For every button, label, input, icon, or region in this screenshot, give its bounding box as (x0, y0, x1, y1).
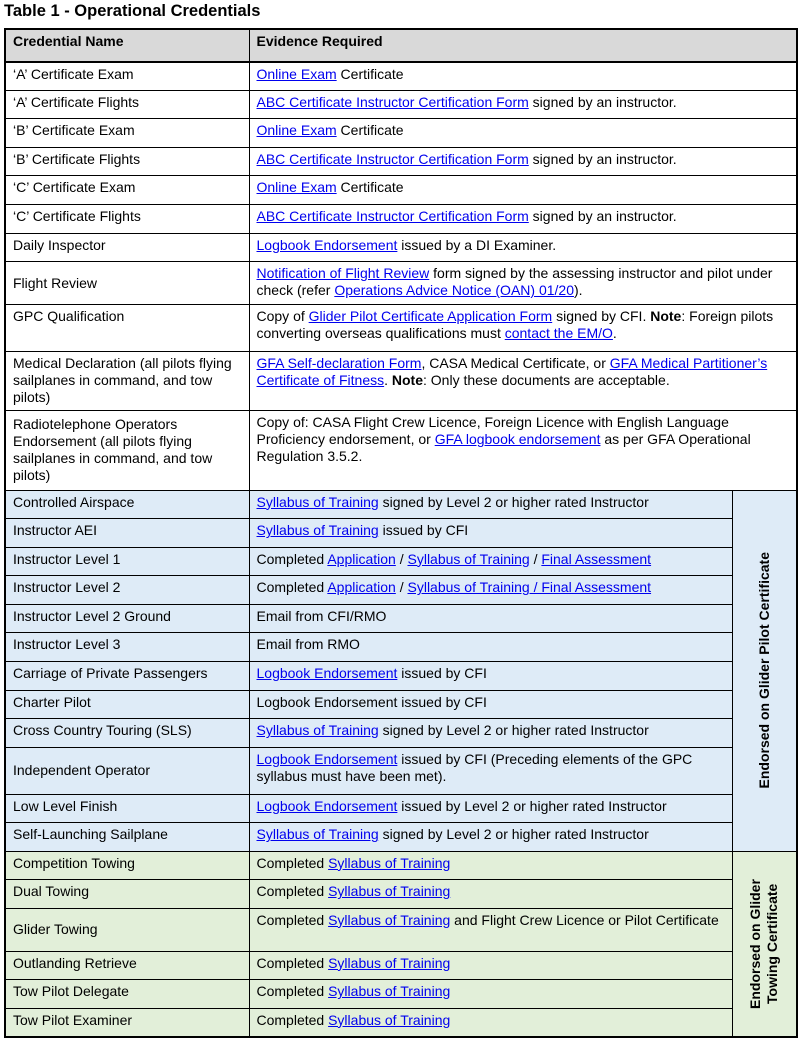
evidence-required-cell (249, 519, 732, 548)
evidence-required-cell (249, 823, 732, 852)
evidence-required-cell (249, 794, 732, 823)
evidence-text: signed by an instructor. (528, 150, 677, 167)
evidence-text: signed by Level 2 or higher rated Instructor (378, 722, 649, 739)
table-row (5, 747, 797, 794)
credential-name-cell: Charter Pilot (5, 690, 249, 719)
link-logbook-endorsement[interactable]: Logbook Endorsement (256, 797, 398, 814)
evidence-required-cell (249, 951, 732, 980)
link-syllabus-of-training[interactable]: Syllabus of Training (328, 854, 451, 871)
credential-name-cell: ‘A’ Certificate Exam (5, 62, 249, 91)
evidence-required-cell (249, 204, 797, 233)
link-logbook-endorsement[interactable]: Logbook Endorsement (256, 236, 398, 253)
table-row (5, 908, 797, 951)
evidence-required-cell (249, 547, 732, 576)
evidence-text: form signed by the assessing instructor and pilot under check (refer (256, 265, 773, 299)
evidence-text: signed by Level 2 or higher rated Instructor (378, 493, 649, 510)
link-syllabus-of-training[interactable]: Syllabus of Training (256, 722, 379, 739)
evidence-text: Email from CFI/RMO (256, 607, 387, 624)
link-gfa-self-declaration-form[interactable]: GFA Self-declaration Form (256, 354, 422, 371)
evidence-required-cell (249, 576, 732, 605)
link-contact-the-em-o[interactable]: contact the EM/O (504, 324, 613, 341)
evidence-required-cell (249, 490, 732, 519)
table-row (5, 980, 797, 1009)
evidence-required-cell (249, 304, 797, 351)
evidence-text: Certificate (336, 179, 404, 196)
table-row (5, 690, 797, 719)
evidence-required-cell (249, 851, 732, 880)
link-final-assessment[interactable]: Final Assessment (541, 550, 652, 567)
table-row (5, 411, 797, 491)
credential-name-cell: Instructor Level 1 (5, 547, 249, 576)
evidence-text: Email from RMO (256, 636, 360, 653)
evidence-text: Completed (256, 911, 329, 928)
link-syllabus-of-training[interactable]: Syllabus of Training (256, 493, 379, 510)
table-row (5, 233, 797, 262)
evidence-required-cell (249, 411, 797, 491)
evidence-text: : Foreign pilots converting overseas qualifications must (256, 307, 774, 341)
link-operations-advice-notice-oan-01-20[interactable]: Operations Advice Notice (OAN) 01/20 (334, 282, 574, 299)
credential-name-cell: ‘B’ Certificate Exam (5, 119, 249, 148)
credential-name-cell: Flight Review (5, 262, 249, 305)
evidence-required-cell (249, 747, 732, 794)
table-row (5, 304, 797, 351)
evidence-text: signed by Level 2 or higher rated Instructor (378, 826, 649, 843)
link-abc-certificate-instructor-certification-form[interactable]: ABC Certificate Instructor Certification Form (256, 150, 529, 167)
credential-name-cell: Instructor Level 2 (5, 576, 249, 605)
table-row (5, 880, 797, 909)
credential-name-cell: Instructor AEI (5, 519, 249, 548)
table-row (5, 90, 797, 119)
evidence-text: ). (573, 282, 583, 299)
credential-name-cell: Carriage of Private Passengers (5, 661, 249, 690)
link-application[interactable]: Application (327, 579, 396, 596)
evidence-required-cell (249, 980, 732, 1009)
table-row (5, 119, 797, 148)
evidence-text: Completed (256, 550, 328, 567)
link-abc-certificate-instructor-certification-form[interactable]: ABC Certificate Instructor Certification Form (256, 93, 529, 110)
evidence-text: Completed (256, 954, 329, 971)
evidence-required-cell (249, 604, 732, 633)
table-row (5, 147, 797, 176)
note-label: Note (650, 307, 682, 324)
header-credential-name: Credential Name (5, 29, 249, 62)
evidence-required-cell (249, 880, 732, 909)
evidence-text: issued by CFI (397, 664, 487, 681)
table-row (5, 951, 797, 980)
table-row (5, 576, 797, 605)
evidence-text: and Flight Crew Licence or Pilot Certificate (450, 911, 719, 928)
credential-name-cell: Controlled Airspace (5, 490, 249, 519)
side-label-text: Endorsed on Glider Towing Certificate (747, 878, 781, 1009)
table-row (5, 661, 797, 690)
link-syllabus-of-training[interactable]: Syllabus of Training (328, 954, 451, 971)
evidence-text: Copy of: CASA Flight Crew Licence, Foreign Licence with English Language Proficiency endorsement, or (256, 414, 729, 448)
evidence-text: , CASA Medical Certificate, or (421, 354, 610, 371)
credential-name-cell: Instructor Level 3 (5, 633, 249, 662)
link-notification-of-flight-review[interactable]: Notification of Flight Review (256, 265, 430, 282)
link-gfa-medical-partitioners-certificate-of-fitness[interactable]: GFA Medical Partitioner’s Certificate of Fitness (256, 354, 768, 388)
link-syllabus-of-training[interactable]: Syllabus of Training (328, 1011, 451, 1028)
table-row (5, 604, 797, 633)
evidence-text: signed by CFI. (552, 307, 651, 324)
credential-name-cell: Glider Towing (5, 908, 249, 951)
table-title: Table 1 - Operational Credentials (4, 2, 261, 20)
credential-name-cell: ‘A’ Certificate Flights (5, 90, 249, 119)
credential-name-cell: ‘B’ Certificate Flights (5, 147, 249, 176)
evidence-text: Completed (256, 579, 328, 596)
link-logbook-endorsement[interactable]: Logbook Endorsement (256, 664, 398, 681)
evidence-required-cell (249, 262, 797, 305)
credential-name-cell: Cross Country Touring (SLS) (5, 719, 249, 748)
table-row (5, 1008, 797, 1037)
operational-credentials-table (4, 28, 798, 1038)
link-online-exam[interactable]: Online Exam (256, 122, 337, 139)
glider-towing-certificate-group-label (732, 851, 797, 1037)
table-row (5, 547, 797, 576)
credential-name-cell: Outlanding Retrieve (5, 951, 249, 980)
evidence-text: Certificate (336, 122, 404, 139)
credential-name-cell: GPC Qualification (5, 304, 249, 351)
link-application[interactable]: Application (327, 550, 396, 567)
evidence-text: Certificate (336, 65, 404, 82)
evidence-required-cell (249, 633, 732, 662)
evidence-text: issued by CFI (Preceding elements of the GPC syllabus must have been met). (256, 750, 693, 784)
link-syllabus-of-training-final-assessment[interactable]: Syllabus of Training / Final Assessment (407, 579, 652, 596)
credential-name-cell: Tow Pilot Examiner (5, 1008, 249, 1037)
evidence-text: / (395, 579, 408, 596)
table-row (5, 62, 797, 91)
table-row (5, 204, 797, 233)
side-label-text: Endorsed on Glider Pilot Certificate (755, 552, 772, 789)
table-row (5, 176, 797, 205)
evidence-text: / (529, 550, 542, 567)
table-row (5, 262, 797, 305)
evidence-text: Completed (256, 983, 329, 1000)
table-row (5, 794, 797, 823)
table-row (5, 490, 797, 519)
table-row (5, 823, 797, 852)
link-online-exam[interactable]: Online Exam (256, 179, 337, 196)
evidence-text: Logbook Endorsement issued by CFI (256, 693, 487, 710)
link-abc-certificate-instructor-certification-form[interactable]: ABC Certificate Instructor Certification Form (256, 207, 529, 224)
table-row (5, 633, 797, 662)
credential-name-cell: Instructor Level 2 Ground (5, 604, 249, 633)
link-glider-pilot-certificate-application-form[interactable]: Glider Pilot Certificate Application Form (308, 307, 553, 324)
link-syllabus-of-training[interactable]: Syllabus of Training (256, 826, 379, 843)
evidence-required-cell (249, 661, 732, 690)
link-logbook-endorsement[interactable]: Logbook Endorsement (256, 750, 398, 767)
evidence-text: . (384, 371, 392, 388)
credential-name-cell: Dual Towing (5, 880, 249, 909)
evidence-text: / (395, 550, 408, 567)
evidence-required-cell (249, 233, 797, 262)
glider-pilot-certificate-group-label (732, 490, 797, 851)
link-syllabus-of-training[interactable]: Syllabus of Training (328, 883, 451, 900)
table-row (5, 719, 797, 748)
evidence-text: : Only these documents are acceptable. (423, 371, 670, 388)
table-row (5, 351, 797, 410)
evidence-text: . (612, 324, 617, 341)
evidence-text: Copy of (256, 307, 309, 324)
link-syllabus-of-training[interactable]: Syllabus of Training (256, 522, 379, 539)
credential-name-cell: Tow Pilot Delegate (5, 980, 249, 1009)
evidence-text: Completed (256, 883, 329, 900)
table-row (5, 519, 797, 548)
evidence-required-cell (249, 351, 797, 410)
credential-name-cell: Low Level Finish (5, 794, 249, 823)
link-gfa-logbook-endorsement[interactable]: GFA logbook endorsement (434, 431, 601, 448)
link-syllabus-of-training[interactable]: Syllabus of Training (407, 550, 530, 567)
header-row (5, 29, 797, 62)
evidence-required-cell (249, 1008, 732, 1037)
evidence-text: issued by a DI Examiner. (397, 236, 557, 253)
evidence-required-cell (249, 908, 732, 951)
evidence-text: issued by CFI (378, 522, 469, 539)
evidence-text: Completed (256, 854, 329, 871)
credential-name-cell: Radiotelephone Operators Endorsement (all pilots flying sailplanes in command, and tow pilots) (5, 411, 249, 491)
evidence-text: signed by an instructor. (528, 207, 677, 224)
table-row (5, 851, 797, 880)
note-label: Note (391, 371, 424, 388)
header-evidence-required: Evidence Required (249, 29, 797, 62)
credential-name-cell: Self-Launching Sailplane (5, 823, 249, 852)
evidence-required-cell (249, 62, 797, 91)
evidence-required-cell (249, 719, 732, 748)
credential-name-cell: ‘C’ Certificate Exam (5, 176, 249, 205)
evidence-text: Completed (256, 1011, 329, 1028)
evidence-required-cell (249, 176, 797, 205)
credential-name-cell: Medical Declaration (all pilots flying sailplanes in command, and tow pilots) (5, 351, 249, 410)
evidence-required-cell (249, 90, 797, 119)
evidence-required-cell (249, 690, 732, 719)
evidence-text: issued by Level 2 or higher rated Instructor (397, 797, 667, 814)
credential-name-cell: Daily Inspector (5, 233, 249, 262)
evidence-text: as per GFA Operational Regulation 3.5.2. (256, 431, 751, 465)
credential-name-cell: ‘C’ Certificate Flights (5, 204, 249, 233)
credential-name-cell: Competition Towing (5, 851, 249, 880)
evidence-text: signed by an instructor. (528, 93, 677, 110)
credential-name-cell: Independent Operator (5, 747, 249, 794)
link-online-exam[interactable]: Online Exam (256, 65, 337, 82)
evidence-required-cell (249, 119, 797, 148)
link-syllabus-of-training[interactable]: Syllabus of Training (328, 983, 451, 1000)
link-syllabus-of-training[interactable]: Syllabus of Training (328, 911, 451, 928)
evidence-required-cell (249, 147, 797, 176)
